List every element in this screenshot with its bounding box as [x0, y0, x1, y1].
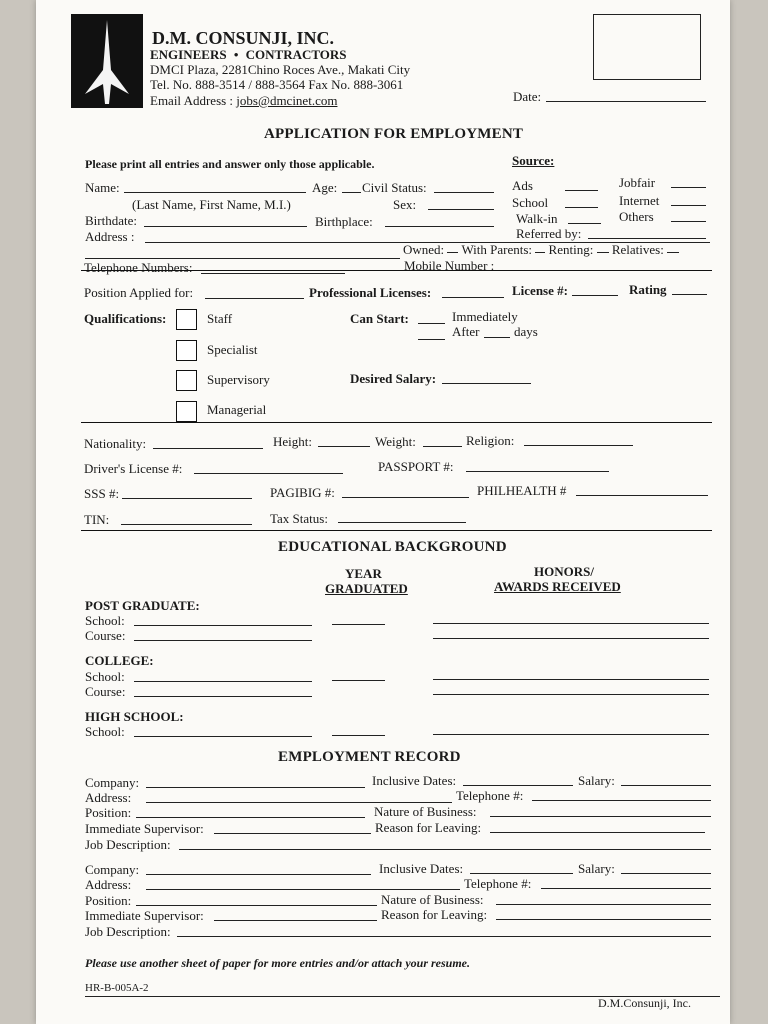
college-honors-field[interactable]	[433, 679, 709, 680]
source-ads-label: Ads	[512, 178, 533, 193]
emp1-dates-field[interactable]	[463, 785, 573, 786]
source-school-field[interactable]	[565, 207, 598, 208]
tagline-separator: •	[233, 47, 239, 62]
address-label: Address :	[85, 229, 135, 244]
address-field-line2[interactable]	[85, 258, 400, 259]
emp1-nature-field[interactable]	[490, 816, 711, 817]
pagibig-label: PAGIBIG #:	[270, 485, 335, 500]
footer-company: D.M.Consunji, Inc.	[598, 996, 691, 1010]
residence-options	[403, 243, 679, 257]
tin-label: TIN:	[84, 512, 110, 527]
source-school-label: School	[512, 195, 549, 210]
year-graduated-heading-1: YEAR	[345, 566, 382, 581]
emp2-position-field[interactable]	[136, 905, 377, 906]
tagline-engineers: ENGINEERS	[150, 47, 227, 62]
philhealth-field[interactable]	[576, 495, 708, 496]
emp1-company-label: Company:	[85, 775, 140, 790]
professional-licenses-label: Professional Licenses:	[309, 285, 432, 300]
relatives-label: Relatives:	[611, 242, 664, 257]
company-email-line	[150, 94, 337, 108]
telephone-field[interactable]	[201, 273, 345, 274]
source-others-field[interactable]	[671, 221, 706, 222]
emp2-reason-label: Reason for Leaving:	[381, 907, 488, 922]
name-hint: (Last Name, First Name, M.I.)	[132, 197, 291, 212]
mobile-label: Mobile Number :	[404, 258, 495, 273]
birthdate-label: Birthdate:	[85, 213, 137, 228]
emp1-reason-label: Reason for Leaving:	[375, 820, 482, 835]
honors-heading-2: AWARDS RECEIVED	[494, 579, 621, 594]
civil-status-field[interactable]	[434, 192, 494, 193]
emp2-telephone-field[interactable]	[541, 888, 711, 889]
education-title: EDUCATIONAL BACKGROUND	[278, 539, 507, 555]
email-label: Email Address :	[150, 93, 237, 108]
company-phones: Tel. No. 888-3514 / 888-3564 Fax No. 888-3061	[150, 77, 404, 92]
email-link[interactable]: jobs@dmcinet.com	[236, 93, 338, 108]
post-honors-field-2[interactable]	[433, 638, 709, 639]
section-divider-3	[81, 530, 712, 531]
weight-label: Weight:	[375, 434, 416, 449]
emp2-reason-field[interactable]	[496, 919, 711, 920]
source-jobfair-field[interactable]	[671, 187, 706, 188]
emp1-dates-label: Inclusive Dates:	[372, 773, 457, 788]
company-address: DMCI Plaza, 2281Chino Roces Ave., Makati City	[150, 62, 411, 77]
source-heading: Source:	[512, 153, 555, 168]
sex-field[interactable]	[428, 209, 494, 210]
birthplace-field[interactable]	[385, 226, 494, 227]
post-course-field[interactable]	[134, 640, 312, 641]
source-ads-field[interactable]	[565, 190, 598, 191]
emp2-position-label: Position:	[85, 893, 132, 908]
high-school-field[interactable]	[134, 736, 312, 737]
emp2-dates-field[interactable]	[470, 873, 573, 874]
civil-status-label: Civil Status:	[362, 180, 427, 195]
post-school-label: School:	[85, 613, 125, 628]
managerial-label: Managerial	[207, 402, 267, 417]
source-walkin-field[interactable]	[568, 223, 601, 224]
can-start-label: Can Start:	[350, 311, 409, 326]
license-no-field[interactable]	[572, 295, 618, 296]
name-label: Name:	[85, 180, 120, 195]
emp2-nature-field[interactable]	[496, 904, 711, 905]
staff-checkbox[interactable]	[176, 309, 197, 330]
rating-label: Rating	[629, 282, 667, 297]
renting-label: Renting:	[548, 242, 594, 257]
staff-label: Staff	[207, 311, 233, 326]
professional-licenses-field[interactable]	[442, 297, 504, 298]
college-honors-field-2[interactable]	[433, 694, 709, 695]
with-parents-field[interactable]	[535, 252, 545, 253]
owned-field[interactable]	[447, 252, 458, 253]
managerial-checkbox[interactable]	[176, 401, 197, 422]
weight-field[interactable]	[423, 446, 462, 447]
honors-heading-1: HONORS/	[534, 564, 594, 579]
position-applied-field[interactable]	[205, 298, 304, 299]
qualifications-label: Qualifications:	[84, 311, 167, 326]
telephone-label: Telephone Numbers:	[84, 260, 193, 275]
company-name: D.M. CONSUNJI, INC.	[152, 28, 335, 48]
photo-box	[593, 14, 701, 80]
emp2-dates-label: Inclusive Dates:	[379, 861, 464, 876]
form-instruction: Please print all entries and answer only those applicable.	[85, 157, 375, 171]
position-applied-label: Position Applied for:	[84, 285, 194, 300]
emp2-supervisor-label: Immediate Supervisor:	[85, 908, 204, 923]
age-field[interactable]	[342, 192, 361, 193]
pagibig-field[interactable]	[342, 497, 469, 498]
height-field[interactable]	[318, 446, 370, 447]
emp1-position-label: Position:	[85, 805, 132, 820]
post-school-field[interactable]	[134, 625, 312, 626]
emp1-telephone-label: Telephone #:	[456, 788, 524, 803]
specialist-label: Specialist	[207, 342, 258, 357]
post-course-label: Course:	[85, 628, 126, 643]
emp1-telephone-field[interactable]	[532, 800, 711, 801]
high-school-year-field[interactable]	[332, 735, 385, 736]
desired-salary-label: Desired Salary:	[350, 371, 437, 386]
emp2-telephone-label: Telephone #:	[464, 876, 532, 891]
passport-field[interactable]	[466, 471, 609, 472]
after-days-field[interactable]	[484, 337, 510, 338]
emp2-company-field[interactable]	[146, 874, 371, 875]
after-label: After	[452, 324, 480, 339]
college-school-label: School:	[85, 669, 125, 684]
date-field[interactable]	[546, 101, 706, 102]
height-label: Height:	[273, 434, 312, 449]
rating-field[interactable]	[672, 294, 707, 295]
year-graduated-heading-2: GRADUATED	[325, 581, 408, 596]
relatives-field[interactable]	[667, 252, 679, 253]
emp1-reason-field[interactable]	[490, 832, 705, 833]
source-referred-label: Referred by:	[516, 226, 582, 241]
birthplace-label: Birthplace:	[315, 214, 373, 229]
source-jobfair-label: Jobfair	[619, 175, 656, 190]
employment-title: EMPLOYMENT RECORD	[278, 749, 461, 765]
nationality-label: Nationality:	[84, 436, 147, 451]
emp2-nature-label: Nature of Business:	[381, 892, 484, 907]
post-honors-field[interactable]	[433, 623, 709, 624]
dmci-logo	[71, 14, 143, 108]
emp2-job-field[interactable]	[177, 936, 711, 937]
license-no-label: License #:	[512, 283, 568, 298]
philhealth-label: PHILHEALTH #	[477, 483, 567, 498]
source-others-label: Others	[619, 209, 654, 224]
college-year-field[interactable]	[332, 680, 385, 681]
emp2-salary-field[interactable]	[621, 873, 711, 874]
emp1-position-field[interactable]	[136, 817, 365, 818]
emp1-nature-label: Nature of Business:	[374, 804, 477, 819]
desired-salary-field[interactable]	[442, 383, 531, 384]
emp2-address-field[interactable]	[146, 889, 460, 890]
sss-field[interactable]	[122, 498, 252, 499]
name-field[interactable]	[124, 192, 306, 193]
emp2-salary-label: Salary:	[578, 861, 615, 876]
after-field[interactable]	[418, 339, 445, 340]
tin-field[interactable]	[121, 524, 252, 525]
age-label: Age:	[312, 180, 338, 195]
emp1-supervisor-label: Immediate Supervisor:	[85, 821, 204, 836]
post-graduate-heading: POST GRADUATE:	[85, 598, 200, 613]
form-title: APPLICATION FOR EMPLOYMENT	[264, 126, 524, 142]
high-school-label: School:	[85, 724, 125, 739]
date-label: Date:	[513, 89, 542, 104]
tagline-contractors: CONTRACTORS	[245, 47, 347, 62]
high-school-honors-field[interactable]	[433, 734, 709, 735]
immediately-label: Immediately	[452, 309, 518, 324]
company-tagline	[150, 48, 347, 62]
religion-label: Religion:	[466, 433, 515, 448]
section-divider-2	[81, 422, 712, 423]
emp1-address-field[interactable]	[146, 802, 452, 803]
emp2-supervisor-field[interactable]	[214, 920, 377, 921]
college-course-label: Course:	[85, 684, 126, 699]
post-year-field[interactable]	[332, 624, 385, 625]
source-referred-field[interactable]	[588, 238, 706, 239]
footer-note: Please use another sheet of paper for more entries and/or attach your resume.	[85, 956, 471, 970]
passport-label: PASSPORT #:	[378, 459, 454, 474]
emp1-company-field[interactable]	[146, 787, 365, 788]
section-divider-1	[81, 270, 712, 271]
high-school-heading: HIGH SCHOOL:	[85, 709, 184, 724]
immediately-field[interactable]	[418, 323, 445, 324]
birthdate-field[interactable]	[144, 226, 307, 227]
emp1-job-field[interactable]	[179, 849, 711, 850]
nationality-field[interactable]	[153, 448, 263, 449]
specialist-checkbox[interactable]	[176, 340, 197, 361]
source-internet-label: Internet	[619, 193, 660, 208]
drivers-license-label: Driver's License #:	[84, 461, 183, 476]
source-walkin-label: Walk-in	[516, 211, 558, 226]
emp2-company-label: Company:	[85, 862, 140, 877]
emp2-job-label: Job Description:	[85, 924, 171, 939]
emp1-salary-field[interactable]	[621, 785, 711, 786]
sex-label: Sex:	[393, 197, 417, 212]
supervisory-label: Supervisory	[207, 372, 270, 387]
tax-status-field[interactable]	[338, 522, 466, 523]
emp2-address-label: Address:	[85, 877, 132, 892]
days-label: days	[514, 324, 538, 339]
college-heading: COLLEGE:	[85, 653, 154, 668]
religion-field[interactable]	[524, 445, 633, 446]
college-course-field[interactable]	[134, 696, 312, 697]
sss-label: SSS #:	[84, 486, 120, 501]
emp1-salary-label: Salary:	[578, 773, 615, 788]
with-parents-label: With Parents:	[461, 242, 533, 257]
emp1-job-label: Job Description:	[85, 837, 171, 852]
renting-field[interactable]	[597, 252, 609, 253]
owned-label: Owned:	[403, 242, 445, 257]
tax-status-label: Tax Status:	[270, 511, 328, 526]
drivers-license-field[interactable]	[194, 473, 343, 474]
college-school-field[interactable]	[134, 681, 312, 682]
emp1-supervisor-field[interactable]	[214, 833, 371, 834]
form-code: HR-B-005A-2	[85, 982, 149, 994]
logo-spire-icon	[71, 14, 143, 108]
supervisory-checkbox[interactable]	[176, 370, 197, 391]
emp1-address-label: Address:	[85, 790, 132, 805]
source-internet-field[interactable]	[671, 205, 706, 206]
